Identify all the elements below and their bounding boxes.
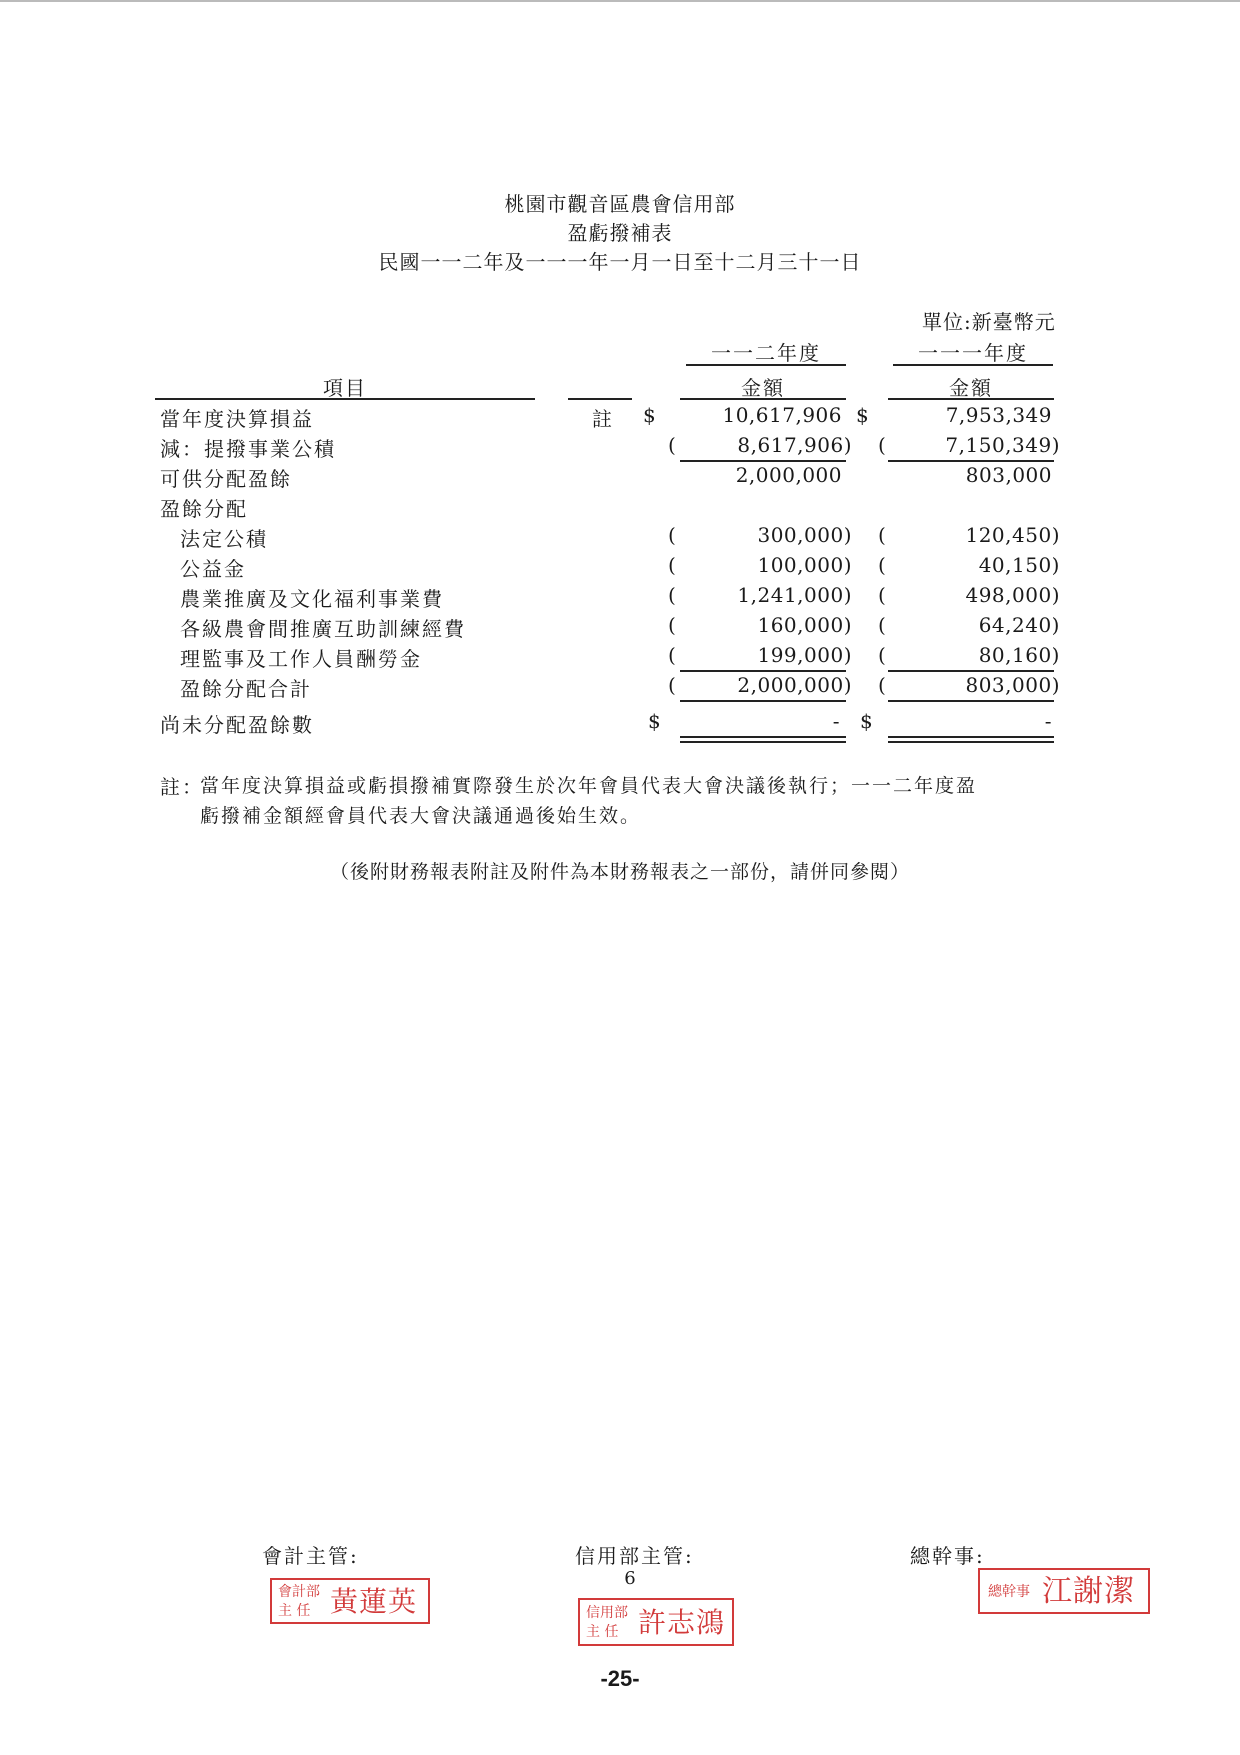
accounting-supervisor-stamp <box>270 1578 430 1624</box>
open-paren: ( <box>668 433 678 457</box>
double-underline-112 <box>680 741 846 743</box>
double-underline-112 <box>680 736 846 738</box>
stamp-title: 總幹事 <box>988 1584 1030 1600</box>
open-paren: ( <box>878 553 888 577</box>
dollar-sign: $ <box>648 709 663 733</box>
note-line-2: 虧撥補金額經會員代表大會決議通過後始生效。 <box>200 805 642 827</box>
row-value-111: - <box>1044 709 1052 733</box>
row-value-112: 199,000) <box>757 643 852 667</box>
amount-header-112-underline <box>680 398 846 400</box>
note-ref: 註 <box>592 407 614 431</box>
row-value-112: 2,000,000) <box>737 673 852 697</box>
row-label-training: 各級農會間推廣互助訓練經費 <box>180 617 466 641</box>
double-underline-111 <box>888 741 1054 743</box>
row-label-legal-reserve: 法定公積 <box>180 527 268 551</box>
row-value-111: 803,000 <box>965 463 1052 487</box>
open-paren: ( <box>878 613 888 637</box>
year-112-underline <box>686 364 846 366</box>
row-value-111: 64,240) <box>978 613 1060 637</box>
dollar-sign: $ <box>856 403 871 427</box>
statement-title: 盈虧撥補表 <box>567 221 673 245</box>
double-underline-111 <box>888 736 1054 738</box>
subtotal-line-111 <box>888 700 1054 702</box>
note-prefix: 註： <box>160 775 204 799</box>
amount-header-112: 金額 <box>741 376 785 400</box>
accounting-supervisor-label: 會計主管: <box>262 1544 359 1568</box>
amount-header-111: 金額 <box>949 376 993 400</box>
row-value-112: 300,000) <box>757 523 852 547</box>
subtotal-line-112 <box>680 700 846 702</box>
row-value-111: 7,150,349) <box>945 433 1060 457</box>
general-manager-label: 總幹事: <box>910 1544 985 1568</box>
credit-supervisor-label: 信用部主管: <box>575 1544 694 1568</box>
row-value-111: 40,150) <box>978 553 1060 577</box>
stamp-name: 黃蓮英 <box>330 1585 418 1618</box>
row-label-public-welfare: 公益金 <box>180 557 246 581</box>
stamp-name: 許志鴻 <box>638 1606 726 1639</box>
note-line-1: 當年度決算損益或虧損撥補實際發生於次年會員代表大會決議後執行；一一二年度盈 <box>200 775 978 797</box>
open-paren: ( <box>878 433 888 457</box>
statement-period: 民國一一二年及一一一年一月一日至十二月三十一日 <box>378 250 862 274</box>
org-name: 桃園市觀音區農會信用部 <box>504 192 736 216</box>
credit-supervisor-stamp <box>578 1598 734 1646</box>
page-number: -25- <box>600 1666 640 1691</box>
row-label-net-income: 當年度決算損益 <box>160 407 314 431</box>
amount-header-111-underline <box>888 398 1054 400</box>
item-header-underline <box>155 398 535 400</box>
row-value-112: 1,241,000) <box>737 583 852 607</box>
subtotal-line-111 <box>888 670 1054 672</box>
row-label-agri-promotion: 農業推廣及文化福利事業費 <box>180 587 444 611</box>
scan-edge <box>0 0 1240 2</box>
appendix-note: （後附財務報表附註及附件為本財務報表之一部份，請併同參閱） <box>329 861 910 883</box>
year-111-underline <box>893 364 1053 366</box>
row-value-112: 100,000) <box>757 553 852 577</box>
row-label-distribution-total: 盈餘分配合計 <box>180 677 312 701</box>
open-paren: ( <box>878 523 888 547</box>
row-label-remuneration: 理監事及工作人員酬勞金 <box>180 647 422 671</box>
stamp-title: 主 任 <box>278 1603 311 1619</box>
row-value-111: 7,953,349 <box>945 403 1052 427</box>
row-value-112: 2,000,000 <box>735 463 842 487</box>
dollar-sign: $ <box>860 709 875 733</box>
dollar-sign: $ <box>643 403 658 427</box>
row-label-undistributed: 尚未分配盈餘數 <box>160 713 314 737</box>
row-value-112: - <box>832 709 840 733</box>
open-paren: ( <box>668 673 678 697</box>
row-label-reserve: 減：提撥事業公積 <box>160 437 336 461</box>
stamp-dept: 會計部 <box>278 1584 320 1600</box>
row-value-112: 160,000) <box>757 613 852 637</box>
open-paren: ( <box>668 643 678 667</box>
row-value-112: 8,617,906) <box>737 433 852 457</box>
subtotal-line-112 <box>680 670 846 672</box>
open-paren: ( <box>878 643 888 667</box>
inner-page-number: 6 <box>624 1568 636 1589</box>
year-111-header: 一一一年度 <box>918 341 1028 365</box>
subtotal-line-112 <box>680 460 846 462</box>
row-value-112: 10,617,906 <box>722 403 842 427</box>
open-paren: ( <box>878 583 888 607</box>
open-paren: ( <box>668 553 678 577</box>
general-manager-stamp <box>978 1568 1150 1614</box>
row-label-distribution: 盈餘分配 <box>160 497 248 521</box>
row-value-111: 120,450) <box>965 523 1060 547</box>
item-header: 項目 <box>323 376 367 400</box>
row-value-111: 80,160) <box>978 643 1060 667</box>
year-112-header: 一一二年度 <box>711 341 821 365</box>
stamp-title: 主 任 <box>586 1624 619 1640</box>
stamp-dept: 信用部 <box>586 1605 628 1621</box>
row-label-distributable: 可供分配盈餘 <box>160 467 292 491</box>
open-paren: ( <box>878 673 888 697</box>
unit-label: 單位:新臺幣元 <box>922 310 1056 334</box>
row-value-111: 498,000) <box>965 583 1060 607</box>
open-paren: ( <box>668 583 678 607</box>
note-header-underline <box>568 398 632 400</box>
row-value-111: 803,000) <box>965 673 1060 697</box>
open-paren: ( <box>668 523 678 547</box>
open-paren: ( <box>668 613 678 637</box>
subtotal-line-111 <box>888 460 1054 462</box>
stamp-name: 江謝潔 <box>1042 1574 1135 1609</box>
